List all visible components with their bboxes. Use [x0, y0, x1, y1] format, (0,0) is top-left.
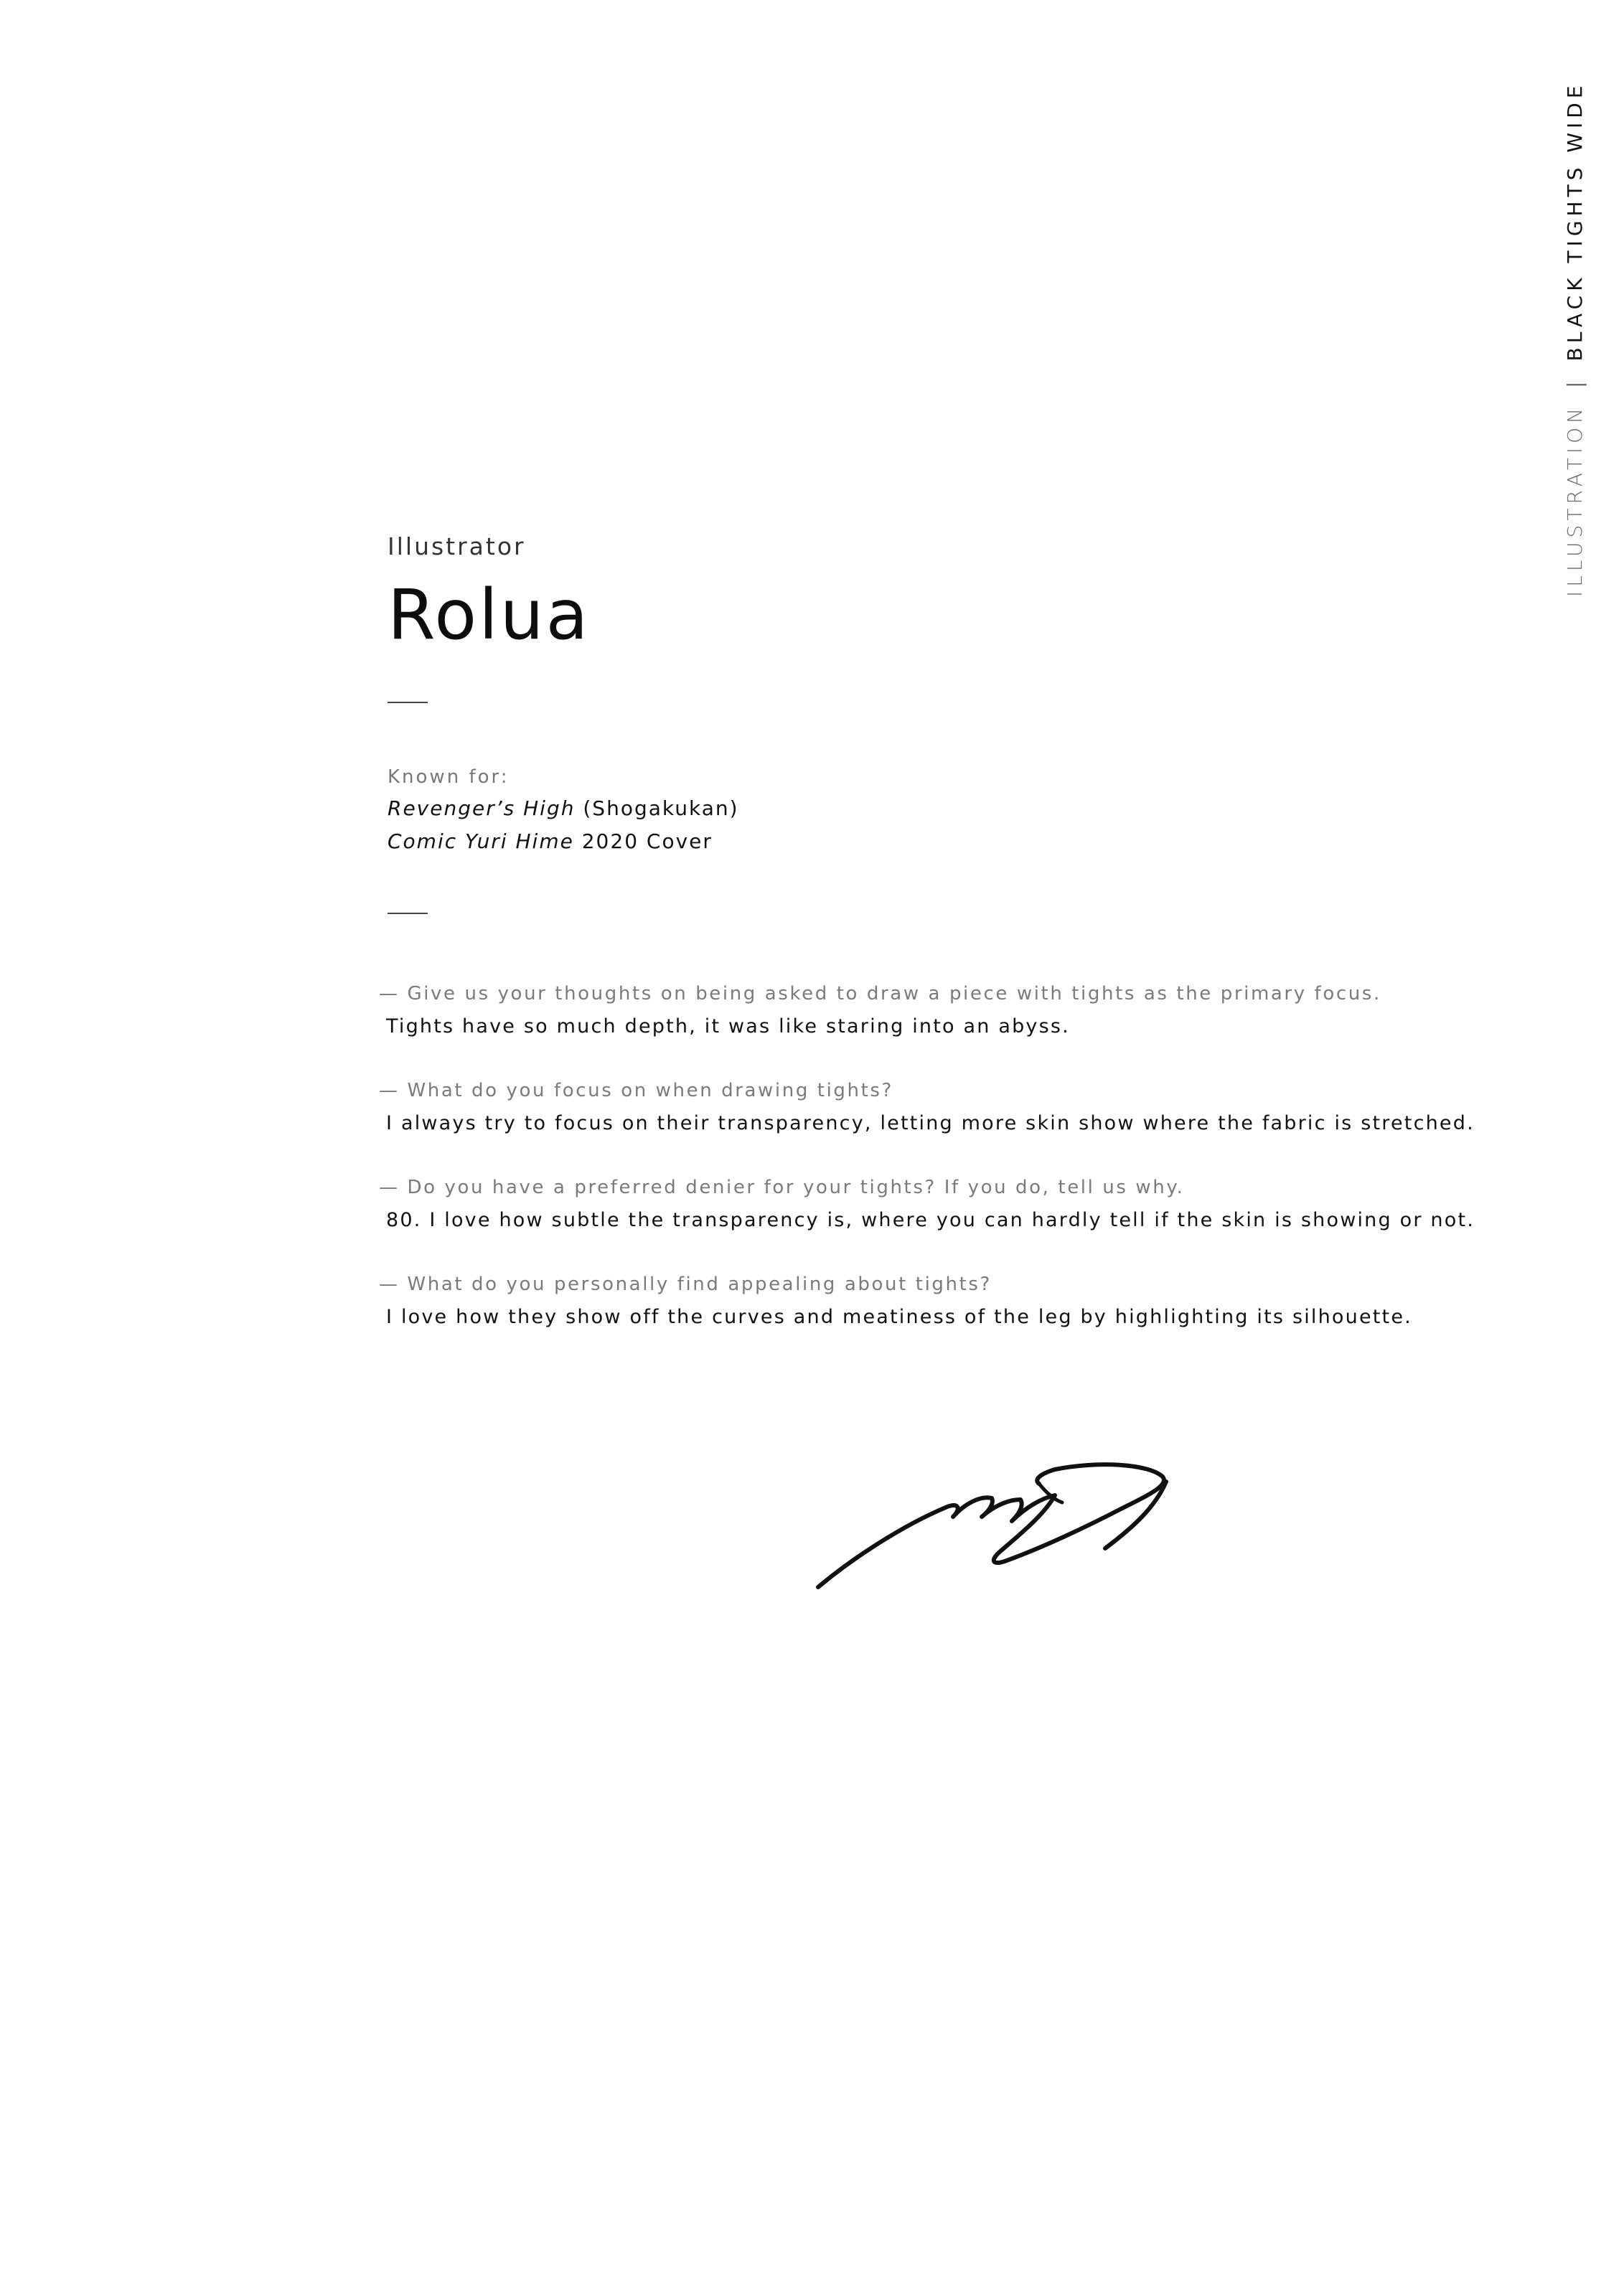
credit-item [388, 825, 1507, 858]
interview-item [379, 1268, 1507, 1334]
known-for-section [388, 762, 1507, 858]
vertical-section-label [1529, 0, 1615, 646]
vertical-label-text [1561, 81, 1590, 597]
credit-title: Comic Yuri Hime [388, 829, 574, 853]
section-separator: | [1563, 377, 1587, 388]
artist-signature [811, 1457, 1198, 1593]
interview-answer: Tights have so much depth, it was like staring into an abyss. [386, 1015, 1070, 1038]
interview-item [379, 1074, 1507, 1140]
interview-answer: I always try to focus on their transparency, letting more skin show where the fabric is stretched. [386, 1112, 1475, 1134]
interview-question: — What do you focus on when drawing tights? [379, 1080, 893, 1101]
profile-role: Illustrator [388, 532, 526, 560]
interview-item [379, 977, 1507, 1043]
credit-title: Revenger’s High [388, 796, 576, 820]
divider [388, 702, 428, 703]
credit-suffix: 2020 Cover [573, 829, 713, 853]
interview-item [379, 1171, 1507, 1237]
divider [388, 913, 428, 914]
known-for-label: Known for: [388, 766, 510, 788]
interview-answer: 80. I love how subtle the transparency is, where you can hardly tell if the skin is showing or not. [386, 1209, 1475, 1231]
article-body [379, 531, 1507, 1365]
credit-item [388, 792, 1507, 825]
interview-question: — What do you personally find appealing about tights? [379, 1274, 992, 1295]
interview-answer: I love how they show off the curves and meatiness of the leg by highlighting its silhouette. [386, 1306, 1412, 1328]
interview-list [379, 977, 1507, 1334]
profile-name: Rolua [388, 575, 591, 655]
section-title: BLACK TIGHTS WIDE [1563, 81, 1587, 362]
interview-question: — Do you have a preferred denier for your tights? If you do, tell us why. [379, 1177, 1185, 1198]
interview-question: — Give us your thoughts on being asked to draw a piece with tights as the primary focus. [379, 983, 1381, 1004]
section-category: ILLUSTRATION [1563, 403, 1587, 597]
credit-suffix: (Shogakukan) [575, 796, 739, 820]
